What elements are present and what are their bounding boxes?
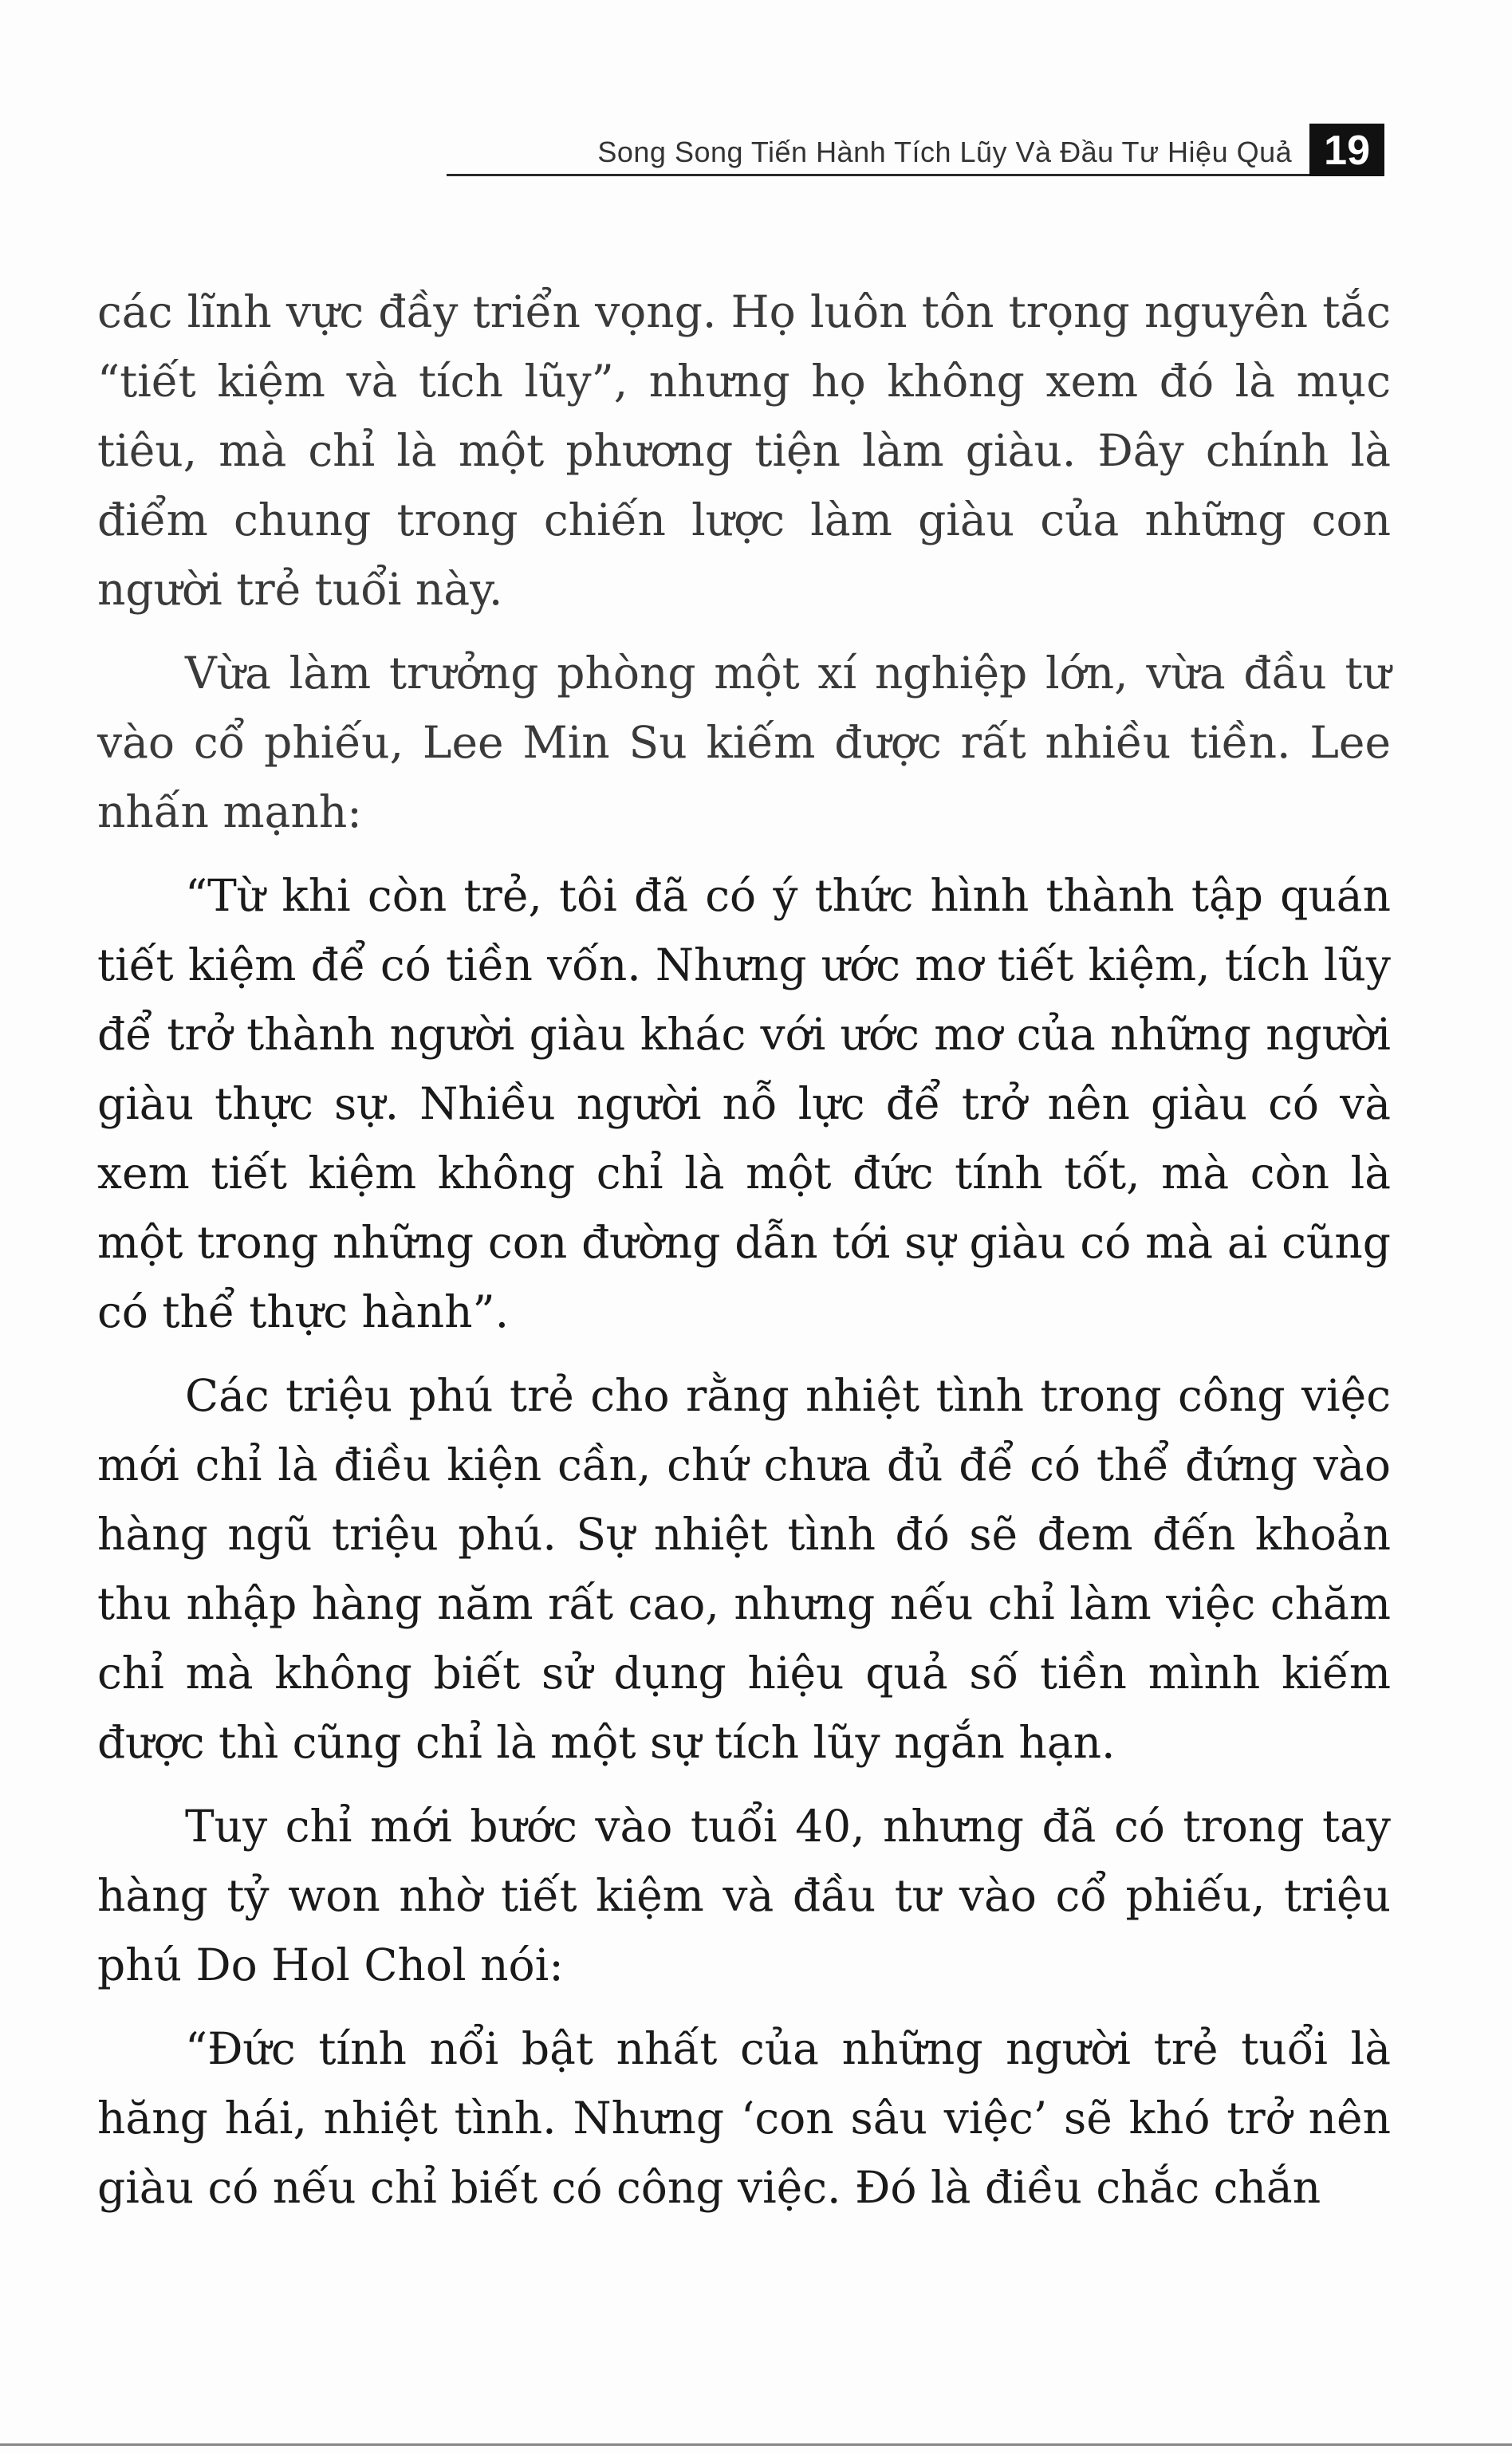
running-header	[447, 110, 1384, 176]
quote-do-hol-chol: “Đức tính nổi bật nhất của những người trẻ tuổi là hăng hái, nhiệt tình. Nhưng ‘con sâu việc’ sẽ khó trở nên giàu có nếu chỉ biết có công việc. Đó là điều chắc chắn	[97, 2023, 1391, 2213]
paragraph-continuation: các lĩnh vực đầy triển vọng. Họ luôn tôn trọng nguyên tắc “tiết kiệm và tích lũy”, nhưng họ không xem đó là mục tiêu, mà chỉ là một phương tiện làm giàu. Đây chính là điểm chung trong chiến lược làm giàu của những con người trẻ tuổi này.	[97, 286, 1391, 615]
body-text	[97, 278, 1391, 2237]
quote-lee-min-su: “Từ khi còn trẻ, tôi đã có ý thức hình thành tập quán tiết kiệm để có tiền vốn. Nhưng ước mơ tiết kiệm, tích lũy để trở thành người giàu khác với ước mơ của những người giàu thực sự. Nhiều người nỗ lực để trở nên giàu có và xem tiết kiệm không chỉ là một đức tính tốt, mà còn là một trong những con đường dẫn tới sự giàu có mà ai cũng có thể thực hành”.	[97, 870, 1391, 1337]
page-number: 19	[1309, 124, 1384, 176]
paragraph-lee-min-su: Vừa làm trưởng phòng một xí nghiệp lớn, vừa đầu tư vào cổ phiếu, Lee Min Su kiếm được rất nhiều tiền. Lee nhấn mạnh:	[97, 648, 1391, 837]
paragraph-young-millionaires: Các triệu phú trẻ cho rằng nhiệt tình trong công việc mới chỉ là điều kiện cần, chứ chưa đủ để có thể đứng vào hàng ngũ triệu phú. Sự nhiệt tình đó sẽ đem đến khoản thu nhập hàng năm rất cao, nhưng nếu chỉ làm việc chăm chỉ mà không biết sử dụng hiệu quả số tiền mình kiếm được thì cũng chỉ là một sự tích lũy ngắn hạn.	[97, 1370, 1391, 1768]
page-edge-line	[0, 2443, 1512, 2446]
paragraph-do-hol-chol: Tuy chỉ mới bước vào tuổi 40, nhưng đã có trong tay hàng tỷ won nhờ tiết kiệm và đầu tư vào cổ phiếu, triệu phú Do Hol Chol nói:	[97, 1801, 1391, 1990]
running-title: Song Song Tiến Hành Tích Lũy Và Đầu Tư Hiệu Quả	[597, 136, 1293, 168]
